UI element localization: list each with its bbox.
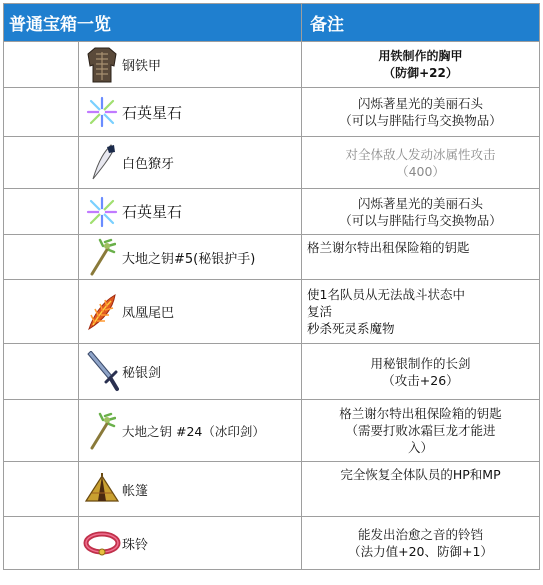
table-row — [4, 88, 540, 137]
bell-ring-icon — [82, 522, 122, 564]
crystal-icon — [82, 91, 122, 133]
treasure-table — [3, 3, 540, 570]
fang-icon — [82, 142, 122, 184]
item-note: 完全恢复全体队员的HP和MP — [302, 462, 540, 517]
empty-cell — [4, 235, 79, 280]
empty-cell — [4, 137, 79, 189]
table-row — [4, 462, 540, 517]
item-name: 钢铁甲 — [122, 59, 162, 74]
item-name: 帐篷 — [122, 483, 149, 499]
item-note: 闪烁著星光的美丽石头 （可以与胖陆行鸟交换物品） — [302, 88, 540, 137]
item-name: 石英星石 — [122, 203, 183, 221]
notes-header: 备注 — [302, 4, 540, 42]
item-note: 格兰谢尔特出租保险箱的钥匙 — [302, 235, 540, 280]
table-row — [4, 400, 540, 462]
item-name: 石英星石 — [122, 103, 183, 122]
item-name: 秘银剑 — [122, 366, 162, 381]
phoenix-feather-icon — [82, 291, 122, 333]
item-name: 大地之钥#5(秘银护手) — [122, 251, 256, 267]
table-row — [4, 280, 540, 344]
table-row — [4, 189, 540, 235]
table-header-row — [4, 4, 540, 42]
item-note: 能发出治愈之音的铃铛 （法力值+20、防御+1） — [302, 517, 540, 570]
armor-icon — [82, 44, 122, 86]
item-note: 用铁制作的胸甲 （防御+22） — [302, 42, 540, 88]
key-icon — [82, 236, 122, 278]
table-title: 普通宝箱一览 — [4, 4, 302, 42]
table-row — [4, 344, 540, 400]
key-icon — [82, 410, 122, 452]
item-name: 大地之钥 #24（冰印剑） — [122, 423, 265, 439]
empty-cell — [4, 462, 79, 517]
item-name: 凤凰尾巴 — [122, 306, 175, 321]
treasure-table-container — [3, 3, 539, 570]
empty-cell — [4, 189, 79, 235]
item-name: 珠铃 — [122, 537, 149, 553]
empty-cell — [4, 517, 79, 570]
tent-icon — [82, 468, 122, 510]
crystal-icon — [82, 191, 122, 233]
sword-icon — [82, 351, 122, 393]
empty-cell — [4, 344, 79, 400]
table-row — [4, 137, 540, 189]
empty-cell — [4, 88, 79, 137]
item-note: 格兰谢尔特出租保险箱的钥匙 （需要打败冰霜巨龙才能进 入） — [302, 400, 540, 462]
empty-cell — [4, 280, 79, 344]
table-row — [4, 517, 540, 570]
table-row — [4, 42, 540, 88]
empty-cell — [4, 400, 79, 462]
table-row — [4, 235, 540, 280]
item-note: 闪烁著星光的美丽石头 （可以与胖陆行鸟交换物品） — [302, 189, 540, 235]
item-note: 使1名队员从无法战斗状态中 复活 秒杀死灵系魔物 — [302, 280, 540, 344]
empty-cell — [4, 42, 79, 88]
item-note: 用秘银制作的长剑 （攻击+26） — [302, 344, 540, 400]
item-note: 对全体敌人发动冰属性攻击 （400） — [302, 137, 540, 189]
item-name: 白色獠牙 — [122, 157, 175, 172]
